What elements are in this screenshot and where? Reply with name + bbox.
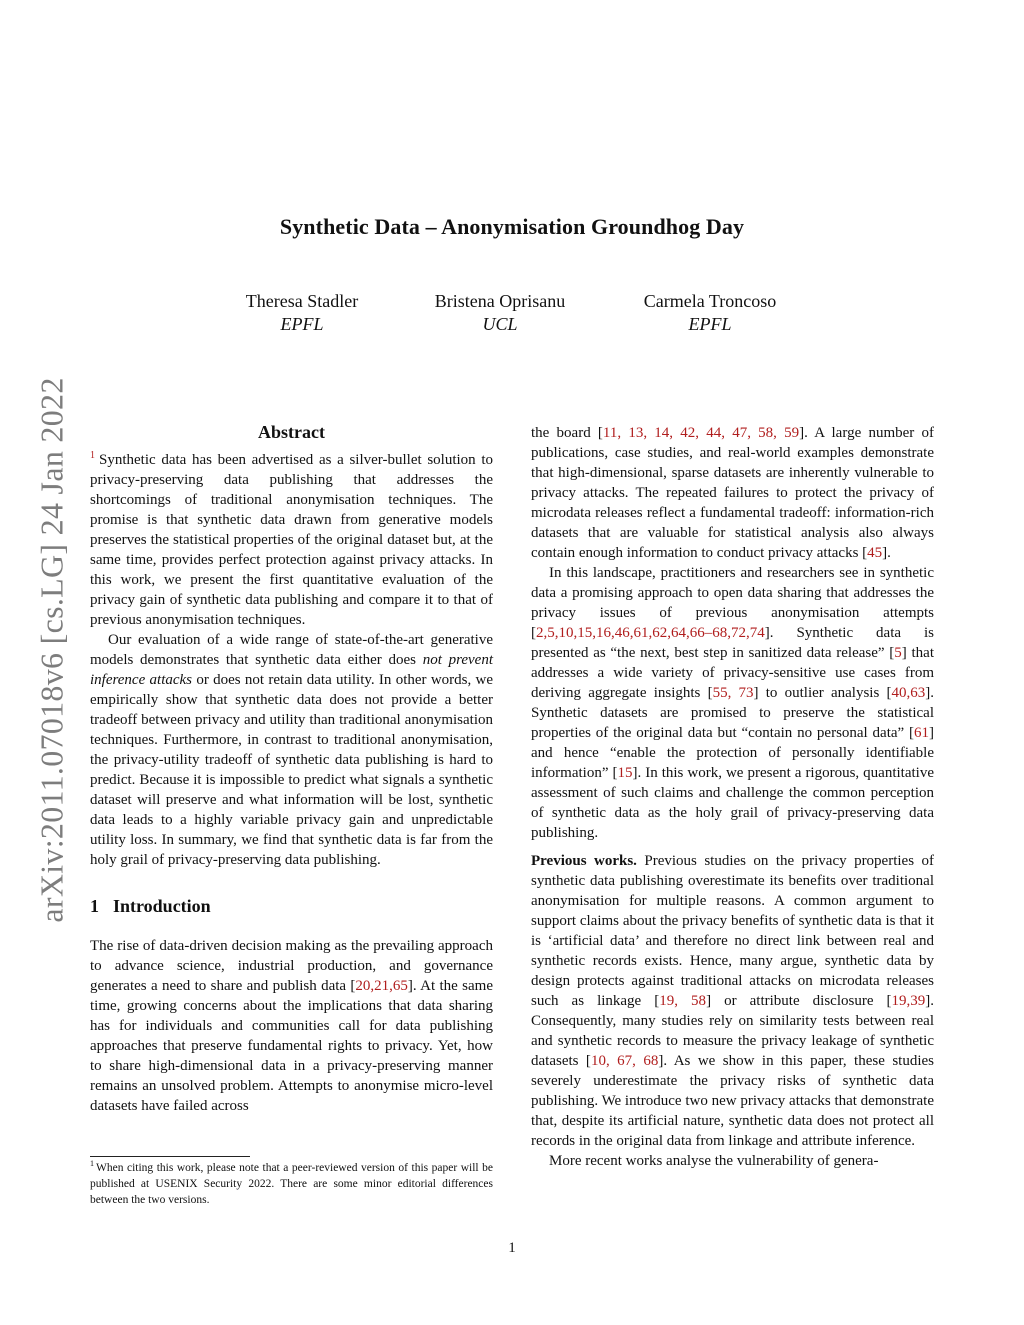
footnote-divider (90, 1156, 250, 1157)
left-column (90, 422, 493, 1116)
abstract-paragraph-2: Our evaluation of a wide range of state-of-the-art generative models demonstrates that synthetic data either does not prevent inference attacks or does not retain data utility. In other words, we empirically show that synthetic data does not provide a better tradeoff between privacy and utility than traditional anonymisation techniques. Furthermore, in contrast to traditional anonymisation, the privacy-utility tradeoff of synthetic data publishing is hard to predict. Because it is impossible to predict what signals a synthetic dataset will preserve and what information will be lost, synthetic data leads to a highly variable privacy gain and unpredictable utility loss. In summary, we find that synthetic data is far from the holy grail of privacy-preserving data publishing. (90, 632, 494, 868)
author-name: Carmela Troncoso (643, 291, 777, 311)
citation-link[interactable]: 10, 67, 68 (590, 1053, 659, 1069)
footnote-marker-link[interactable]: 1 (90, 450, 95, 461)
citation-link[interactable]: 15 (617, 765, 633, 781)
citation-link[interactable]: 40,63 (891, 685, 926, 701)
abstract-heading: Abstract (258, 422, 325, 442)
arxiv-identifier: arXiv:2011.07018v6 [cs.LG] 24 Jan 2022 (33, 377, 70, 923)
footnote-text: When citing this work, please note that a peer-reviewed version of this paper will be published at USENIX Security 2022. There are some minor editorial differences between the two versions. (90, 1162, 493, 1206)
section-title: Introduction (113, 896, 211, 916)
intro-paragraph-1: The rise of data-driven decision making as the prevailing approach to advance science, industrial production, and governance generates a need to share and publish data [20,21,65]. At the same time, growing concerns about the implications that data sharing has for individuals and communities call for data publishing approaches that preserve fundamental rights to privacy. Yet, how to share high-dimensional data in a privacy-preserving manner remains an unsolved problem. Attempts to anonymise micro-level datasets have failed across (90, 938, 493, 1114)
intro-paragraph-5: More recent works analyse the vulnerability of genera- (549, 1153, 879, 1169)
paragraph-label: Previous works. (531, 853, 637, 869)
author-affiliation: UCL (482, 314, 518, 334)
author-affiliation: EPFL (280, 314, 324, 334)
citation-link[interactable]: 2,5,10,15,16,46,61,62,64,66–68,72,74 (536, 625, 765, 641)
citation-link[interactable]: 11, 13, 14, 42, 44, 47, 58, 59 (602, 425, 800, 441)
citation-link[interactable]: 45 (867, 545, 883, 561)
citation-link[interactable]: 5 (894, 645, 902, 661)
page-number: 1 (508, 1240, 516, 1256)
author-name: Bristena Oprisanu (434, 291, 566, 311)
right-column (531, 423, 934, 1171)
footnote-marker: 1 (90, 1159, 94, 1169)
citation-link[interactable]: 55, 73 (712, 685, 754, 701)
section-number: 1 (90, 896, 99, 916)
intro-paragraph-3: In this landscape, practitioners and researchers see in synthetic data a promising approach to open data sharing that addresses the privacy issues of previous anonymisation attempts [2,5,10,15,16,46,61,62,64,66–68,72,74]. Synthetic data is presented as “the next, best step in sanitized data release” [5] that addresses a wide variety of privacy-sensitive use cases from deriving aggregate insights [55, 73] to outlier analysis [40,63]. Synthetic datasets are promised to preserve the statistical properties of the original data but “contain no personal data” [61] and hence “enable the protection of personally identifiable information” [15]. In this work, we present a rigorous, quantitative assessment of such claims and challenge the common perception of synthetic data as the holy grail of privacy-preserving data publishing. (531, 565, 935, 841)
citation-link[interactable]: 20,21,65 (355, 978, 408, 994)
citation-link[interactable]: 19,39 (891, 993, 926, 1009)
author-name: Theresa Stadler (245, 291, 359, 311)
previous-works-paragraph: Previous works. Previous studies on the privacy properties of synthetic data publishing overestimate its benefits over traditional anonymisation for multiple reasons. A common argument to support claims about the privacy benefits of synthetic data is that it is ‘artificial data’ and therefore no direct link between real and synthetic records exists. Hence, many argue, synthetic data by design protects against traditional attacks on microdata releases such as linkage [19, 58] or attribute disclosure [19,39]. Consequently, many studies rely on similarity tests between real and synthetic records to measure the privacy leakage of synthetic datasets [10, 67, 68]. As we show in this paper, these studies severely underestimate the privacy risks of synthetic data publishing. We introduce two new privacy attacks that demonstrate that, despite its artificial nature, synthetic data does not protect all records in the original data from linkage and attribute inference. (531, 853, 935, 1149)
author-affiliation: EPFL (688, 314, 732, 334)
emphasis: not prevent inference attacks (90, 652, 493, 688)
intro-paragraph-2: the board [11, 13, 14, 42, 44, 47, 58, 59]. A large number of publications, case studies, and real-world examples demonstrate that high-dimensional, sparse datasets are inherently vulnerable to privacy attacks. The repeated failures to protect the privacy of microdata releases reflect a fundamental tradeoff: information-rich datasets that are valuable for statistical analysis also always contain enough information to conduct privacy attacks [45]. (531, 425, 934, 561)
citation-link[interactable]: 19, 58 (659, 993, 707, 1009)
author-3 (590, 290, 830, 336)
citation-link[interactable]: 61 (914, 725, 929, 741)
abstract-paragraph-1: $^1$ Synthetic data has been advertised as a silver-bullet solution to privacy-preserving data publishing that addresses the shortcomings of traditional anonymisation techniques. The promise is that synthetic data drawn from generative models preserves the statistical properties of the original dataset but, at the same time, provides perfect protection against privacy attacks. In this work, we present the first quantitative evaluation of the privacy gain of synthetic data publishing and compare it to that of previous anonymisation techniques. (90, 450, 493, 628)
footnote (90, 1160, 493, 1208)
paper-title: Synthetic Data – Anonymisation Groundhog Day (279, 214, 745, 239)
author-2 (380, 290, 620, 336)
section-heading-introduction (90, 896, 493, 916)
